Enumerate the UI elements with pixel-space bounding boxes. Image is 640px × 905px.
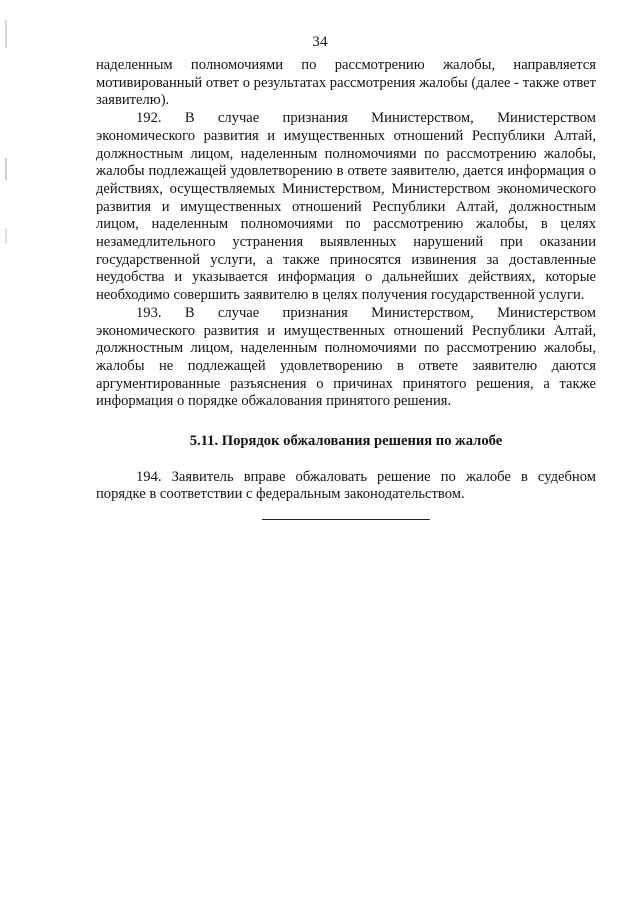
scan-margin-mark xyxy=(5,228,7,244)
paragraph-194: 194. Заявитель вправе обжаловать решение по жалобе в судебном порядке в соответствии с федеральным законодательством. xyxy=(96,468,596,503)
page-number: 34 xyxy=(312,34,328,50)
paragraph-192: 192. В случае признания Министерством, Министерством экономического развития и имущественных отношений Республики Алтай, должностным лицом, наделенным полномочиями по рассмотрению жалобы, жалобы подлежащей удовлетворению в ответе заявителю, дается информация о действиях, осуществляемых Министерством, Министерством экономического развития и имущественных отношений Республики Алтай, должностным лицом, наделенным полномочиями по рассмотрению жалобы, в целях незамедлительного устранения выявленных нарушений при оказании государственной услуги, а также приносятся извинения за доставленные неудобства и указывается информация о дальнейших действиях, которые необходимо совершить заявителю в целях получения государственной услуги. xyxy=(96,110,596,304)
paragraph-continuation: наделенным полномочиями по рассмотрению жалобы, направляется мотивированный ответ о результатах рассмотрения жалобы (далее - также ответ заявителю). xyxy=(96,57,596,109)
end-divider xyxy=(262,519,430,520)
section-heading: 5.11. Порядок обжалования решения по жалобе xyxy=(189,433,503,450)
document-body xyxy=(96,57,596,520)
paragraph-193: 193. В случае признания Министерством, Министерством экономического развития и имущественных отношений Республики Алтай, должностным лицом, наделенным полномочиями по рассмотрению жалобы, жалобы не подлежащей удовлетворению в ответе заявителю даются аргументированные разъяснения о причинах принятого решения, а также информация о порядке обжалования принятого решения. xyxy=(96,304,596,410)
scan-margin-mark xyxy=(5,158,7,180)
